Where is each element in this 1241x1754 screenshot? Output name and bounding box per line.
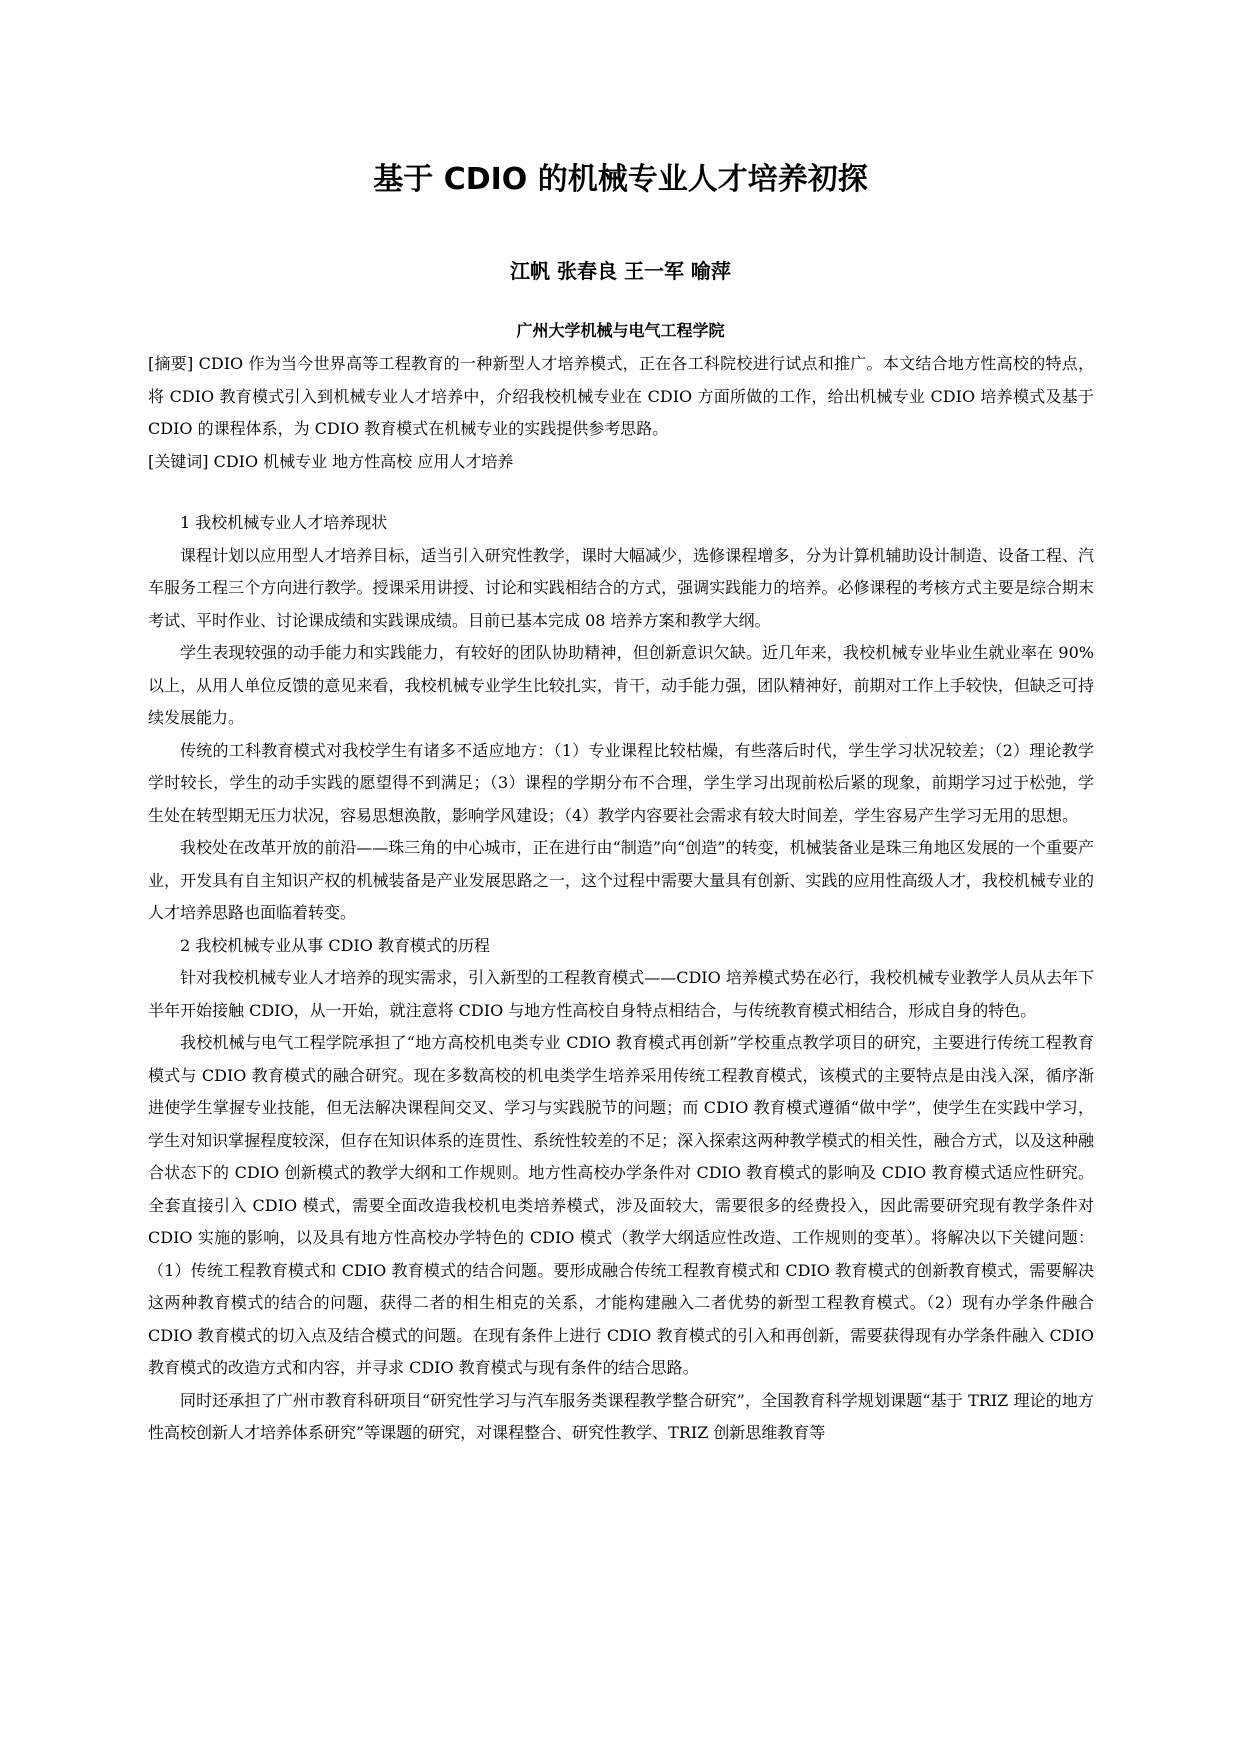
- paragraph: 传统的工科教育模式对我校学生有诸多不适应地方：（1）专业课程比较枯燥，有些落后时代，学生学习状况较差；（2）理论教学学时较长，学生的动手实践的愿望得不到满足；（3）课程的学期分布不合理，学生学习出现前松后紧的现象，前期学习过于松弛，学生处在转型期无压力状况，容易思想涣散，影响学风建设；（4）教学内容要社会需求有较大时间差，学生容易产生学习无用的思想。: [148, 740, 1094, 825]
- section-heading-1: 1 我校机械专业人才培养现状: [180, 513, 388, 532]
- main-text: [148, 507, 1094, 1450]
- paragraph: 我校机械与电气工程学院承担了“地方高校机电类专业 CDIO 教育模式再创新”学校重点教学项目的研究，主要进行传统工程教育模式与 CDIO 教育模式的融合研究。现在多数高校的机电类学生培养采用传统工程教育模式，该模式的主要特点是由浅入深，循序渐进使学生掌握专业技能，但无法解决课程间交叉、学习与实践脱节的问题；而 CDIO 教育模式遵循“做中学”，使学生在实践中学习，学生对知识掌握程度较深，但存在知识体系的连贯性、系统性较差的不足；深入探索这两种教学模式的相关性，融合方式，以及这种融合状态下的 CDIO 创新模式的教学大纲和工作规则。地方性高校办学条件对 CDIO 教育模式的影响及 CDIO 教育模式适应性研究。全套直接引入 CDIO 模式，需要全面改造我校机电类培养模式，涉及面较大，需要很多的经费投入，因此需要研究现有教学条件对 CDIO 实施的影响，以及具有地方性高校办学特色的 CDIO 模式（教学大纲适应性改造、工作规则的变革）。将解决以下关键问题：（1）传统工程教育模式和 CDIO 教育模式的结合问题。要形成融合传统工程教育模式和 CDIO 教育模式的创新教育模式，需要解决这两种教育模式的结合的问题，获得二者的相生相克的关系，才能构建融入二者优势的新型工程教育模式。（2）现有办学条件融合 CDIO 教育模式的切入点及结合模式的问题。在现有条件上进行 CDIO 教育模式的引入和再创新，需要获得现有办学条件融入 CDIO 教育模式的改造方式和内容，并寻求 CDIO 教育模式与现有条件的结合思路。: [148, 1033, 1094, 1377]
- paragraph: 针对我校机械专业人才培养的现实需求，引入新型的工程教育模式——CDIO 培养模式势在必行，我校机械专业教学人员从去年下半年开始接触 CDIO，从一开始，就注意将 CDIO 与地方性高校自身特点相结合，与传统教育模式相结合，形成自身的特色。: [148, 968, 1094, 1020]
- abstract-text: [摘要] CDIO 作为当今世界高等工程教育的一种新型人才培养模式，正在各工科院校进行试点和推广。本文结合地方性高校的特点，将 CDIO 教育模式引入到机械专业人才培养中，介绍我校机械专业在 CDIO 方面所做的工作，给出机械专业 CDIO 培养模式及基于 CDIO 的课程体系，为 CDIO 教育模式在机械专业的实践提供参考思路。: [148, 354, 1094, 438]
- paragraph: 我校处在改革开放的前沿——珠三角的中心城市，正在进行由“制造”向“创造”的转变，机械装备业是珠三角地区发展的一个重要产业，开发具有自主知识产权的机械装备是产业发展思路之一，这个过程中需要大量具有创新、实践的应用性高级人才，我校机械专业的人才培养思路也面临着转变。: [148, 838, 1094, 922]
- paper-title: 基于 CDIO 的机械专业人才培养初探: [373, 162, 868, 197]
- paragraph: 同时还承担了广州市教育科研项目“研究性学习与汽车服务类课程教学整合研究”，全国教育科学规划课题“基于 TRIZ 理论的地方性高校创新人才培养体系研究”等课题的研究，对课程整合、研究性教学、TRIZ 创新思维教育等: [148, 1390, 1094, 1442]
- paper-authors: 江帆 张春良 王一军 喻萍: [510, 259, 731, 283]
- abstract-block: [148, 348, 1094, 478]
- keywords-text: [关键词] CDIO 机械专业 地方性高校 应用人才培养: [148, 451, 514, 471]
- paper-affiliation: 广州大学机械与电气工程学院: [516, 321, 725, 340]
- paragraph: 学生表现较强的动手能力和实践能力，有较好的团队协助精神，但创新意识欠缺。近几年来，我校机械专业毕业生就业率在 90%以上，从用人单位反馈的意见来看，我校机械专业学生比较扎实，肯干，动手能力强，团队精神好，前期对工作上手较快，但缺乏可持续发展能力。: [148, 643, 1094, 727]
- section-heading-2: 2 我校机械专业从事 CDIO 教育模式的历程: [180, 935, 490, 955]
- paragraph: 课程计划以应用型人才培养目标，适当引入研究性教学，课时大幅减少，选修课程增多，分为计算机辅助设计制造、设备工程、汽车服务工程三个方向进行教学。授课采用讲授、讨论和实践相结合的方式，强调实践能力的培养。必修课程的考核方式主要是综合期末考试、平时作业、讨论课成绩和实践课成绩。目前已基本完成 08 培养方案和教学大纲。: [148, 545, 1094, 630]
